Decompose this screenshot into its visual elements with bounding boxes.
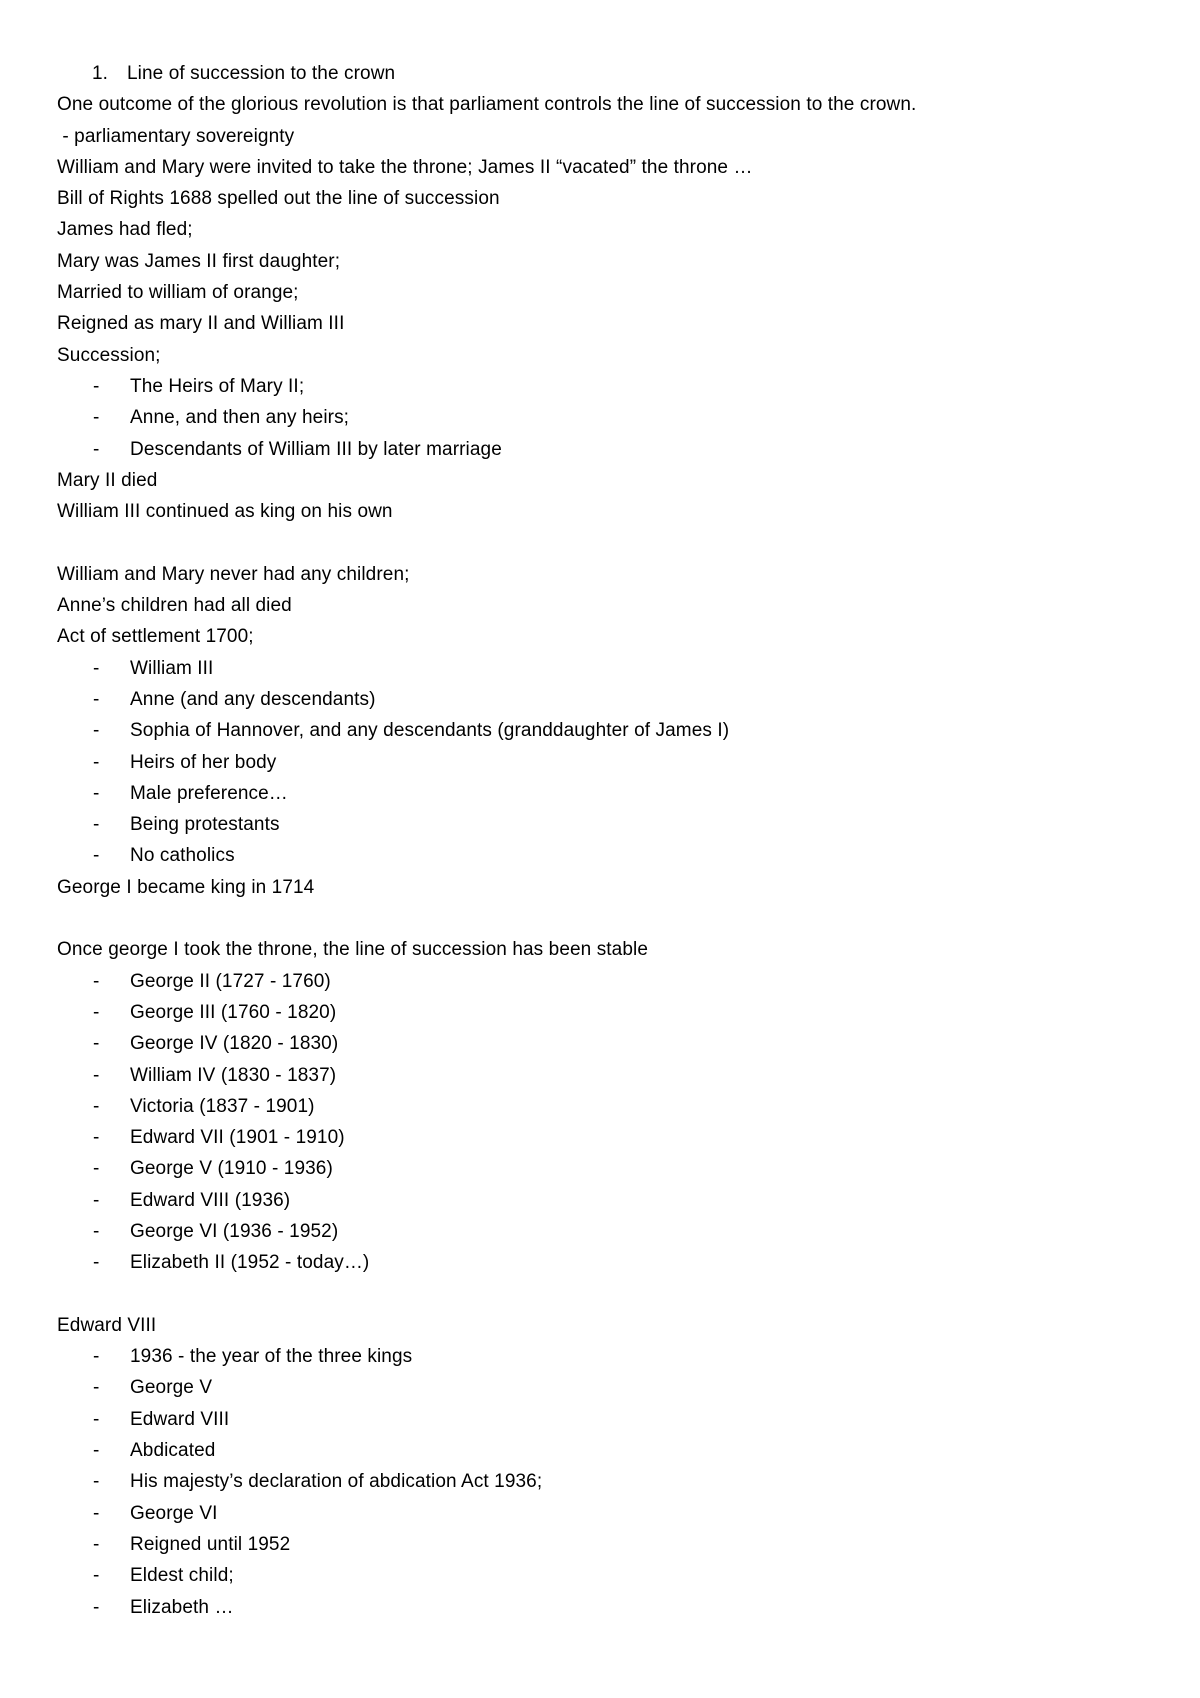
blank-line bbox=[57, 903, 1157, 934]
bullet-marker: - bbox=[93, 657, 100, 679]
bullet-text: George VI bbox=[130, 1502, 218, 1524]
bullet-marker: - bbox=[93, 751, 100, 773]
text-line: James had fled; bbox=[57, 219, 193, 241]
bullet-item bbox=[57, 653, 1157, 684]
bullet-text: Victoria (1837 - 1901) bbox=[130, 1095, 315, 1117]
bullet-text: Edward VIII bbox=[130, 1408, 230, 1430]
bullet-text: William III bbox=[130, 657, 214, 679]
bullet-item bbox=[57, 840, 1157, 871]
bullet-text: Male preference… bbox=[130, 782, 288, 804]
bullet-item bbox=[57, 434, 1157, 465]
heading-number: 1. bbox=[92, 63, 109, 84]
bullet-item bbox=[57, 1435, 1157, 1466]
bullet-marker: - bbox=[93, 782, 100, 804]
text-line: Once george I took the throne, the line of succession has been stable bbox=[57, 939, 649, 961]
bullet-item bbox=[57, 402, 1157, 433]
bullet-marker: - bbox=[93, 1533, 100, 1555]
bullet-marker: - bbox=[93, 1440, 100, 1462]
document-body bbox=[57, 58, 1157, 1623]
bullet-text: Anne, and then any heirs; bbox=[130, 407, 350, 429]
bullet-text: William IV (1830 - 1837) bbox=[130, 1064, 337, 1086]
bullet-item bbox=[57, 684, 1157, 715]
text-line: Bill of Rights 1688 spelled out the line of succession bbox=[57, 188, 500, 210]
text-line: Succession; bbox=[57, 344, 161, 366]
bullet-item bbox=[57, 1028, 1157, 1059]
bullet-marker: - bbox=[93, 1033, 100, 1055]
bullet-item bbox=[57, 1153, 1157, 1184]
bullet-marker: - bbox=[93, 1377, 100, 1399]
text-line: Anne’s children had all died bbox=[57, 595, 292, 617]
bullet-text: Heirs of her body bbox=[130, 751, 277, 773]
bullet-marker: - bbox=[93, 845, 100, 867]
bullet-marker: - bbox=[93, 1127, 100, 1149]
bullet-marker: - bbox=[93, 1189, 100, 1211]
bullet-item bbox=[57, 997, 1157, 1028]
text-line: Edward VIII bbox=[57, 1314, 157, 1336]
bullet-marker: - bbox=[93, 1346, 100, 1368]
blank-line bbox=[57, 527, 1157, 558]
bullet-marker: - bbox=[93, 1408, 100, 1430]
bullet-item bbox=[57, 715, 1157, 746]
text-line: George I became king in 1714 bbox=[57, 876, 315, 898]
bullet-text: Eldest child; bbox=[130, 1565, 234, 1587]
bullet-text: Elizabeth II (1952 - today…) bbox=[130, 1252, 370, 1274]
bullet-item bbox=[57, 1372, 1157, 1403]
bullet-marker: - bbox=[93, 375, 100, 397]
bullet-text: Edward VII (1901 - 1910) bbox=[130, 1127, 345, 1149]
bullet-item bbox=[57, 1560, 1157, 1591]
bullet-item bbox=[57, 1498, 1157, 1529]
bullet-item bbox=[57, 1185, 1157, 1216]
bullet-marker: - bbox=[93, 688, 100, 710]
bullet-marker: - bbox=[93, 1471, 100, 1493]
bullet-item bbox=[57, 1091, 1157, 1122]
bullet-item bbox=[57, 778, 1157, 809]
text-line: Act of settlement 1700; bbox=[57, 626, 254, 648]
bullet-marker: - bbox=[93, 1596, 100, 1618]
bullet-text: Anne (and any descendants) bbox=[130, 688, 376, 710]
bullet-item bbox=[57, 1592, 1157, 1623]
text-line: William III continued as king on his own bbox=[57, 501, 393, 523]
bullet-marker: - bbox=[93, 1095, 100, 1117]
bullet-marker: - bbox=[93, 970, 100, 992]
bullet-item bbox=[57, 1466, 1157, 1497]
bullet-text: Edward VIII (1936) bbox=[130, 1189, 291, 1211]
bullet-text: George II (1727 - 1760) bbox=[130, 970, 331, 992]
bullet-marker: - bbox=[93, 1158, 100, 1180]
text-line: Reigned as mary II and William III bbox=[57, 313, 345, 335]
bullet-marker: - bbox=[93, 1252, 100, 1274]
text-line: William and Mary never had any children; bbox=[57, 563, 410, 585]
bullet-text: Sophia of Hannover, and any descendants (granddaughter of James I) bbox=[130, 720, 730, 742]
bullet-text: Elizabeth … bbox=[130, 1596, 234, 1618]
text-line: Mary II died bbox=[57, 469, 158, 491]
bullet-text: Reigned until 1952 bbox=[130, 1533, 291, 1555]
bullet-text: George IV (1820 - 1830) bbox=[130, 1033, 339, 1055]
bullet-item bbox=[57, 1122, 1157, 1153]
bullet-item bbox=[57, 747, 1157, 778]
bullet-marker: - bbox=[93, 1220, 100, 1242]
bullet-marker: - bbox=[93, 1001, 100, 1023]
bullet-marker: - bbox=[93, 1565, 100, 1587]
bullet-text: George V (1910 - 1936) bbox=[130, 1158, 333, 1180]
heading-line bbox=[57, 58, 1157, 89]
bullet-item bbox=[57, 1404, 1157, 1435]
bullet-text: No catholics bbox=[130, 845, 235, 867]
bullet-marker: - bbox=[93, 814, 100, 836]
text-line: Married to william of orange; bbox=[57, 282, 299, 304]
bullet-marker: - bbox=[93, 1502, 100, 1524]
bullet-marker: - bbox=[93, 407, 100, 429]
bullet-item bbox=[57, 1529, 1157, 1560]
text-line: One outcome of the glorious revolution is that parliament controls the line of succession to the crown. bbox=[57, 94, 917, 116]
bullet-text: George V bbox=[130, 1377, 213, 1399]
heading-text: Line of succession to the crown bbox=[127, 63, 396, 84]
bullet-text: Descendants of William III by later marriage bbox=[130, 438, 502, 460]
bullet-text: George III (1760 - 1820) bbox=[130, 1001, 337, 1023]
text-line: - parliamentary sovereignty bbox=[57, 125, 295, 147]
bullet-marker: - bbox=[93, 1064, 100, 1086]
blank-line bbox=[57, 1279, 1157, 1310]
bullet-item bbox=[57, 809, 1157, 840]
bullet-text: The Heirs of Mary II; bbox=[130, 375, 305, 397]
bullet-item bbox=[57, 1247, 1157, 1278]
bullet-item bbox=[57, 966, 1157, 997]
bullet-item bbox=[57, 371, 1157, 402]
bullet-text: George VI (1936 - 1952) bbox=[130, 1220, 339, 1242]
bullet-item bbox=[57, 1060, 1157, 1091]
bullet-text: His majesty’s declaration of abdication Act 1936; bbox=[130, 1471, 543, 1493]
bullet-marker: - bbox=[93, 438, 100, 460]
bullet-item bbox=[57, 1216, 1157, 1247]
bullet-item bbox=[57, 1341, 1157, 1372]
bullet-text: Being protestants bbox=[130, 814, 280, 836]
text-line: Mary was James II first daughter; bbox=[57, 250, 341, 272]
bullet-marker: - bbox=[93, 720, 100, 742]
text-line: William and Mary were invited to take the throne; James II “vacated” the throne … bbox=[57, 156, 753, 178]
bullet-text: Abdicated bbox=[130, 1440, 216, 1462]
bullet-text: 1936 - the year of the three kings bbox=[130, 1346, 413, 1368]
